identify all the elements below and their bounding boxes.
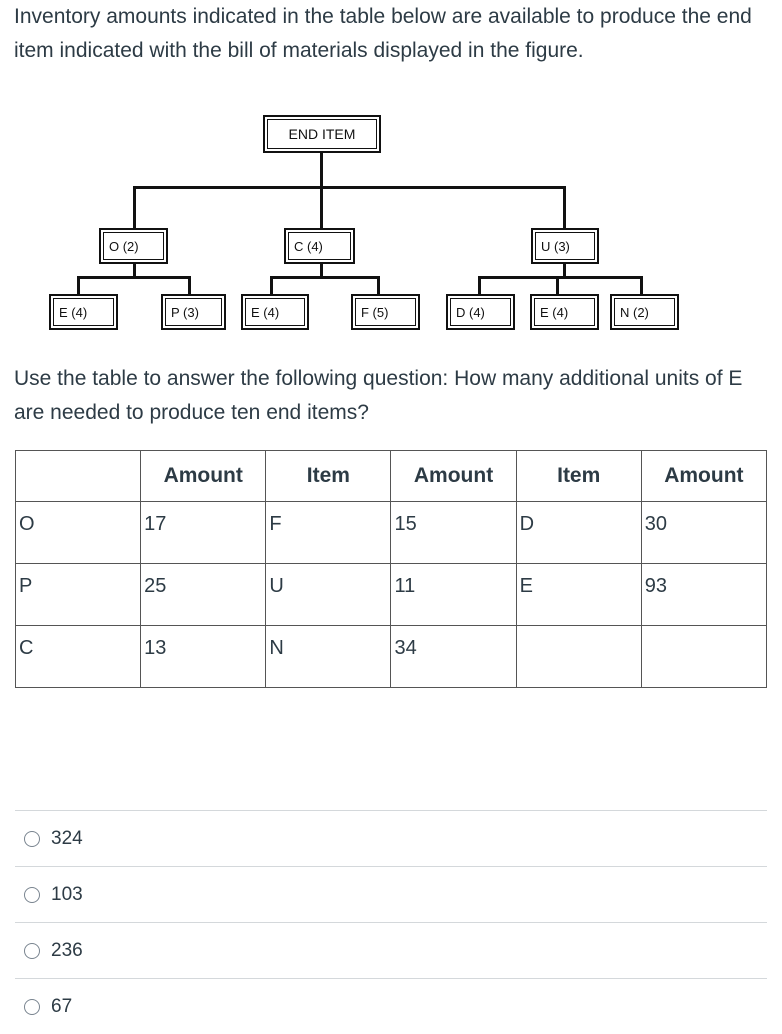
table-row <box>16 502 767 564</box>
table-cell: E <box>516 564 641 626</box>
bom-node-label: D (4) <box>450 298 511 326</box>
answer-option[interactable] <box>15 866 767 922</box>
table-cell <box>516 626 641 688</box>
table-cell: D <box>516 502 641 564</box>
table-cell: 17 <box>141 502 266 564</box>
column-header: Amount <box>141 451 266 502</box>
bom-node-f <box>351 294 420 330</box>
bom-end-item-label: END ITEM <box>267 119 377 149</box>
table-cell: F <box>266 502 391 564</box>
table-cell: P <box>16 564 141 626</box>
table-cell: 30 <box>641 502 766 564</box>
table-cell: 13 <box>141 626 266 688</box>
bom-node-e <box>530 294 599 330</box>
table-cell: N <box>266 626 391 688</box>
bom-node-p <box>161 294 226 330</box>
answer-option[interactable] <box>15 810 767 866</box>
table-cell: 11 <box>391 564 516 626</box>
bom-node-e <box>241 294 309 330</box>
column-header: Item <box>516 451 641 502</box>
question-text: Use the table to answer the following question: How many additional units of E are needed to produce ten end items? <box>14 367 743 424</box>
radio-button[interactable] <box>24 831 40 847</box>
answer-label: 67 <box>51 995 73 1017</box>
bom-end-item <box>263 115 381 153</box>
bom-node-n <box>610 294 679 330</box>
bill-of-materials-diagram <box>0 110 782 340</box>
bom-node-label: N (2) <box>614 298 675 326</box>
bom-node-e <box>49 294 118 330</box>
table-cell: O <box>16 502 141 564</box>
column-header <box>16 451 141 502</box>
inventory-table <box>15 450 767 688</box>
answer-label: 103 <box>51 883 83 905</box>
bom-node-label: P (3) <box>165 298 222 326</box>
bom-node-d <box>446 294 515 330</box>
answer-label: 324 <box>51 827 83 849</box>
radio-button[interactable] <box>24 887 40 903</box>
column-header: Amount <box>641 451 766 502</box>
table-row <box>16 626 767 688</box>
answer-options <box>15 810 767 1034</box>
column-header: Item <box>266 451 391 502</box>
table-cell: 93 <box>641 564 766 626</box>
table-cell: 15 <box>391 502 516 564</box>
column-header: Amount <box>391 451 516 502</box>
table-cell: U <box>266 564 391 626</box>
intro-text: Inventory amounts indicated in the table below are available to produce the end item indicated with the bill of materials displayed in the figure. <box>14 5 752 62</box>
table-cell <box>641 626 766 688</box>
answer-label: 236 <box>51 939 83 961</box>
bom-node-label: E (4) <box>53 298 114 326</box>
table-row <box>16 564 767 626</box>
bom-node-label: E (4) <box>245 298 305 326</box>
table-cell: C <box>16 626 141 688</box>
answer-option[interactable] <box>15 922 767 978</box>
bom-node-c <box>284 228 355 264</box>
bom-node-o <box>99 228 168 264</box>
bom-node-label: C (4) <box>288 232 351 260</box>
bom-node-label: F (5) <box>355 298 416 326</box>
bom-node-label: O (2) <box>103 232 164 260</box>
bom-node-u <box>531 228 599 264</box>
radio-button[interactable] <box>24 999 40 1015</box>
bom-node-label: E (4) <box>534 298 595 326</box>
table-header-row <box>16 451 767 502</box>
answer-option[interactable] <box>15 978 767 1034</box>
bom-node-label: U (3) <box>535 232 595 260</box>
radio-button[interactable] <box>24 943 40 959</box>
table-cell: 25 <box>141 564 266 626</box>
table-cell: 34 <box>391 626 516 688</box>
